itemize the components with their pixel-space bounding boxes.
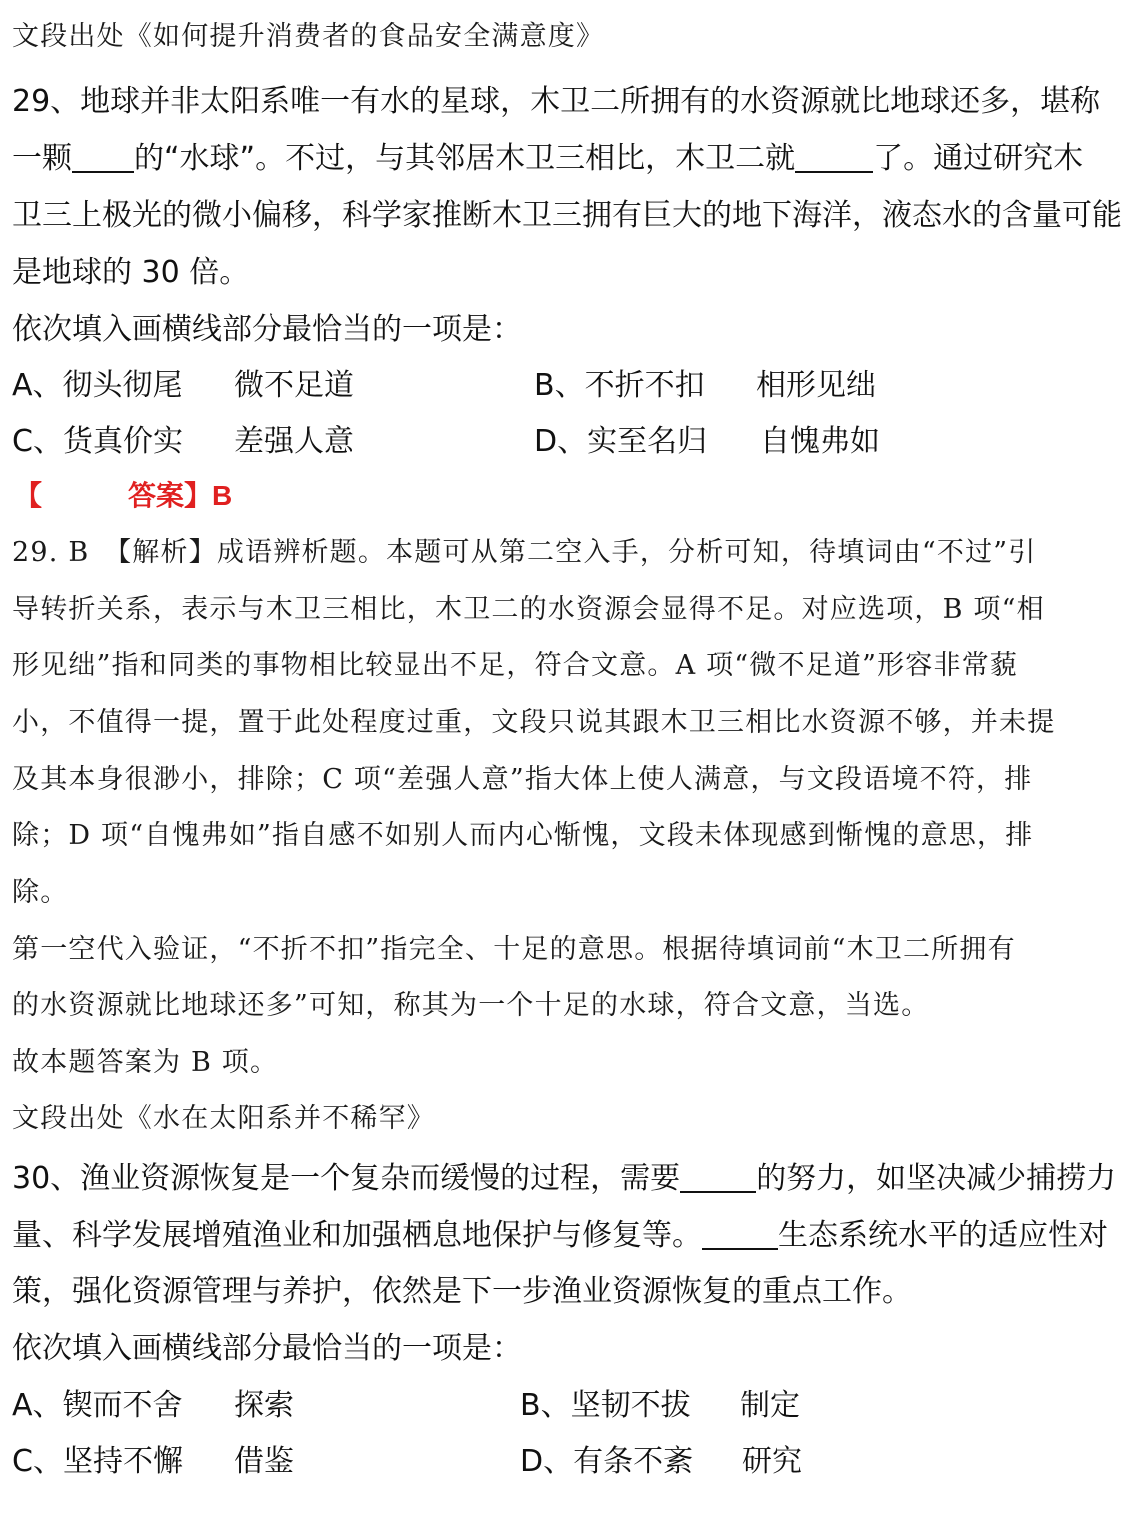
q30-option-d: D、有条不紊 — [520, 1444, 694, 1479]
source-citation-2: 文段出处《水在太阳系并不稀罕》 — [12, 1103, 435, 1134]
analysis-line-4: 小，不值得一提，置于此处程度过重，文段只说其跟木卫三相比水资源不够，并未提 — [12, 707, 1056, 738]
q30-option-c-word2: 借鉴 — [234, 1444, 294, 1479]
q29-blank-2 — [795, 141, 873, 173]
q29-stem-line-1: 29、地球并非太阳系唯一有水的星球，木卫二所拥有的水资源就比地球还多，堪称 — [12, 84, 1101, 119]
q30-text-a: 30、渔业资源恢复是一个复杂而缓慢的过程，需要 — [12, 1161, 681, 1196]
q29-option-b-word2: 相形见绌 — [756, 368, 876, 403]
q30-stem-line-3: 策，强化资源管理与养护，依然是下一步渔业资源恢复的重点工作。 — [12, 1274, 912, 1309]
q30-blank-2 — [702, 1218, 778, 1250]
q29-stem-line-4: 是地球的 30 倍。 — [12, 255, 250, 290]
q30-option-b-word2: 制定 — [740, 1388, 800, 1423]
q29-option-d: D、实至名归 — [534, 424, 708, 459]
analysis-line-5: 及其本身很渺小，排除；C 项“差强人意”指大体上使人满意，与文段语境不符，排 — [12, 764, 1033, 795]
q29-prompt: 依次填入画横线部分最恰当的一项是： — [12, 312, 522, 347]
analysis-line-6: 除；D 项“自愧弗如”指自感不如别人而内心惭愧，文段未体现感到惭愧的意思，排 — [12, 820, 1034, 851]
q30-option-a: A、锲而不舍 — [12, 1388, 183, 1423]
q29-text-a: 一颗 — [12, 141, 72, 176]
q30-text-d: 生态系统水平的适应性对 — [778, 1218, 1108, 1253]
q29-text-c: 了。通过研究木 — [873, 141, 1084, 176]
q29-text-b: 的“水球”。不过，与其邻居木卫三相比，木卫二就 — [134, 141, 796, 176]
q30-option-c: C、坚持不懈 — [12, 1444, 183, 1479]
q30-blank-1 — [680, 1161, 756, 1193]
source-citation-1: 文段出处《如何提升消费者的食品安全满意度》 — [12, 21, 605, 52]
q29-stem-line-2 — [12, 133, 1083, 177]
analysis-line-9: 的水资源就比地球还多”可知，称其为一个十足的水球，符合文意，当选。 — [12, 990, 930, 1021]
analysis-conclusion: 故本题答案为 B 项。 — [12, 1047, 279, 1078]
q29-option-d-word2: 自愧弗如 — [760, 424, 880, 459]
q30-option-a-word2: 探索 — [234, 1388, 294, 1423]
q29-option-c-word2: 差强人意 — [234, 424, 354, 459]
q29-option-b: B、不折不扣 — [534, 368, 705, 403]
q29-option-a-word2: 微不足道 — [234, 368, 354, 403]
q29-blank-1 — [72, 141, 134, 173]
q30-option-b: B、坚韧不拔 — [520, 1388, 691, 1423]
q30-stem-line-1 — [12, 1153, 1116, 1197]
analysis-line-8: 第一空代入验证，“不折不扣”指完全、十足的意思。根据待填词前“木卫二所拥有 — [12, 934, 1016, 965]
analysis-line-1: 29. B 【解析】成语辨析题。本题可从第二空入手，分析可知，待填词由“不过”引 — [12, 537, 1037, 568]
analysis-line-3: 形见绌”指和同类的事物相比较显出不足，符合文意。A 项“微不足道”形容非常藐 — [12, 650, 1019, 681]
q29-option-a: A、彻头彻尾 — [12, 368, 183, 403]
q30-stem-line-2 — [12, 1210, 1108, 1254]
q30-text-b: 的努力，如坚决减少捕捞力 — [756, 1161, 1117, 1196]
q30-option-d-word2: 研究 — [742, 1444, 802, 1479]
q29-stem-line-3: 卫三上极光的微小偏移，科学家推断木卫三拥有巨大的地下海洋，液态水的含量可能 — [12, 198, 1122, 233]
analysis-line-7: 除。 — [12, 877, 69, 908]
answer-label: 答案】B — [128, 480, 233, 511]
analysis-line-2: 导转折关系，表示与木卫三相比，木卫二的水资源会显得不足。对应选项，B 项“相 — [12, 594, 1045, 625]
q30-text-c: 量、科学发展增殖渔业和加强栖息地保护与修复等。 — [12, 1218, 702, 1253]
answer-bracket: 【 — [14, 480, 43, 511]
q30-prompt: 依次填入画横线部分最恰当的一项是： — [12, 1331, 522, 1366]
q29-option-c: C、货真价实 — [12, 424, 183, 459]
